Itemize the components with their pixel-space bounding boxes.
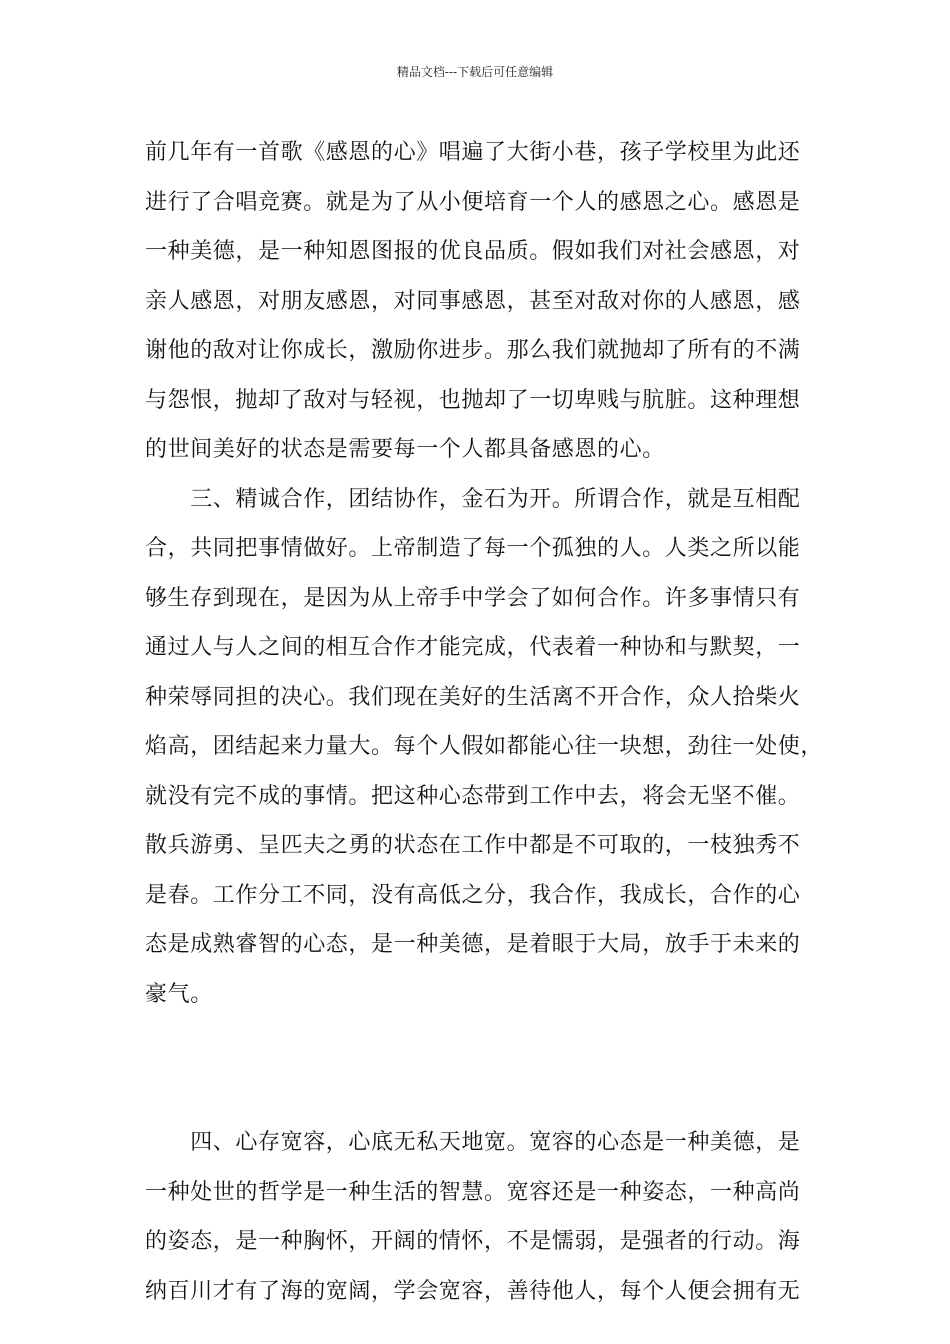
page-header: 精品文档---下载后可任意编辑 [396,65,554,79]
text-line: 散兵游勇、呈匹夫之勇的状态在工作中都是不可取的，一枝独秀不 [145,833,801,858]
text-line: 种荣辱同担的决心。我们现在美好的生活离不开合作，众人拾柴火 [145,684,801,710]
text-line: 的姿态，是一种胸怀，开阔的情怀，不是懦弱，是强者的行动。海 [145,1229,801,1254]
text-line: 一种美德，是一种知恩图报的优良品质。假如我们对社会感恩，对 [145,239,801,264]
text-line: 一种处世的哲学是一种生活的智慧。宽容还是一种姿态，一种高尚 [145,1179,801,1205]
text-line [145,1019,825,1069]
text-line: 的世间美好的状态是需要每一个人都具备感恩的心。 [145,437,665,462]
paragraph-gratitude [145,128,825,475]
text-line: 三、精诚合作，团结协作，金石为开。所谓合作，就是互相配 [145,486,801,512]
text-line: 通过人与人之间的相互合作才能完成，代表着一种协和与默契，一 [145,635,801,660]
document-body [145,128,825,1316]
text-line: 够生存到现在，是因为从上帝手中学会了如何合作。许多事情只有 [145,585,801,611]
text-line: 与怨恨，抛却了敌对与轻视，也抛却了一切卑贱与肮脏。这种理想 [145,387,801,413]
text-line: 纳百川才有了海的宽阔，学会宽容，善待他人，每个人便会拥有无 [145,1278,801,1304]
text-line: 是春。工作分工不同，没有高低之分，我合作，我成长，合作的心 [145,882,801,908]
text-line: 四、心存宽容，心底无私天地宽。宽容的心态是一种美德，是 [145,1130,801,1155]
text-line: 态是成熟睿智的心态，是一种美德，是着眼于大局，放手于未来的 [145,932,801,957]
text-line: 合，共同把事情做好。上帝制造了每一个孤独的人。人类之所以能 [145,536,801,561]
text-line: 豪气。 [145,981,213,1007]
text-line: 前几年有一首歌《感恩的心》唱遍了大街小巷，孩子学校里为此还 [145,140,801,165]
text-line: 亲人感恩，对朋友感恩，对同事感恩，甚至对敌对你的人感恩，感 [145,288,801,314]
text-line: 谢他的敌对让你成长，激励你进步。那么我们就抛却了所有的不满 [145,338,801,363]
text-line [145,1069,825,1119]
text-line: 进行了合唱竞赛。就是为了从小便培育一个人的感恩之心。感恩是 [145,189,801,215]
text-line: 焰高，团结起来力量大。每个人假如都能心往一块想，劲往一处使， [145,734,824,759]
paragraph-cooperation [145,475,825,1119]
paragraph-tolerance [145,1118,825,1316]
text-line: 就没有完不成的事情。把这种心态带到工作中去，将会无坚不催。 [145,783,801,809]
